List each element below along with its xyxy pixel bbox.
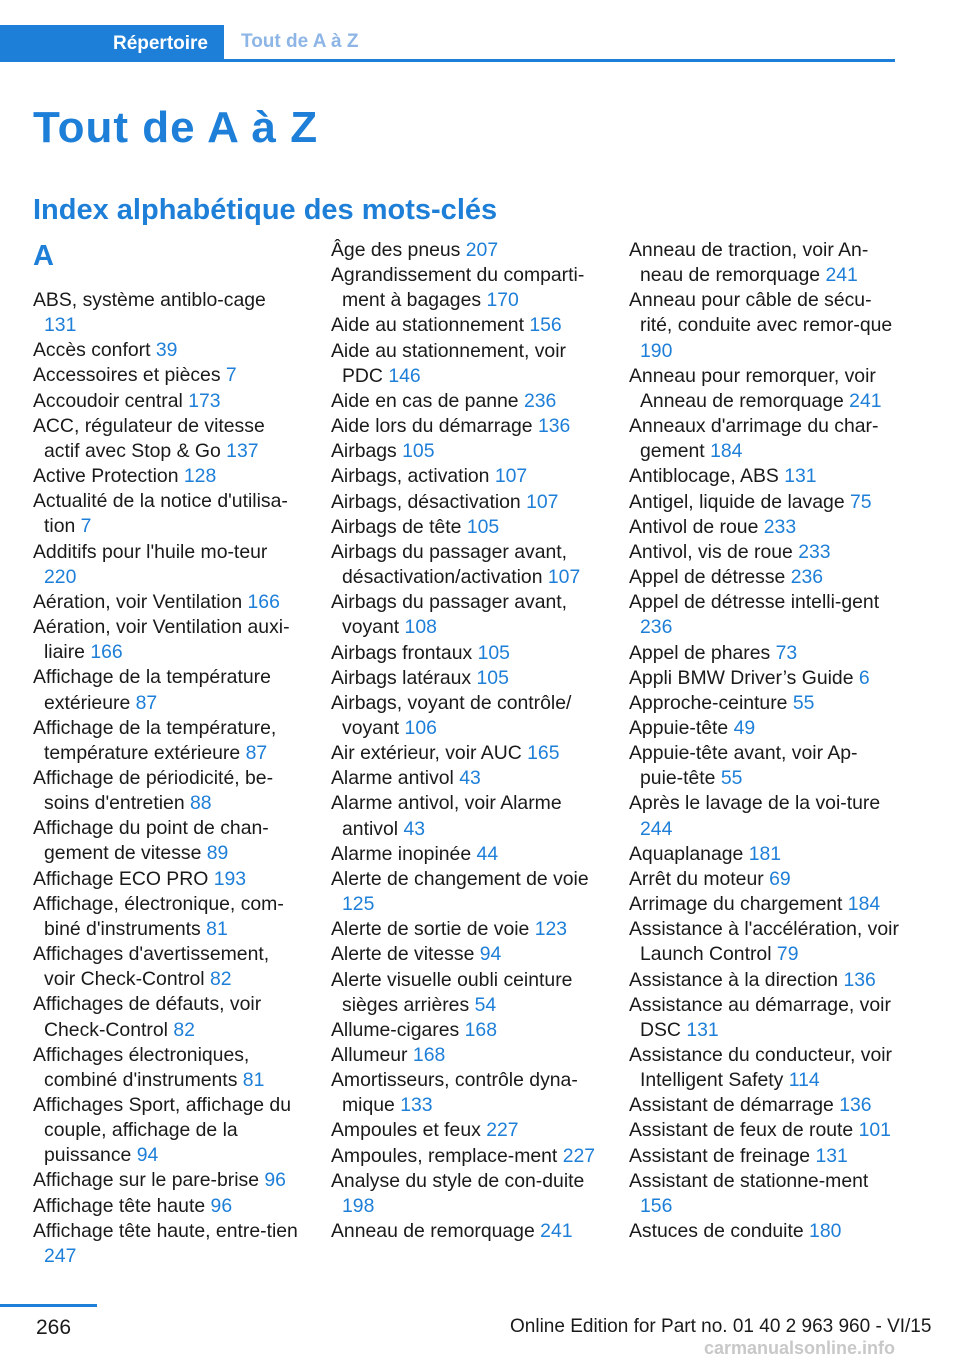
- index-entry: [33, 464, 303, 489]
- index-entry: [629, 1093, 899, 1118]
- index-term: Affichage sur le pare-brise: [33, 1169, 259, 1192]
- index-term: Ampoules, remplace‐ment: [331, 1144, 558, 1167]
- page-reference-link[interactable]: 89: [206, 842, 229, 865]
- index-entry: [331, 1043, 601, 1068]
- page-reference-link[interactable]: 7: [80, 515, 92, 538]
- index-entry: [629, 1118, 899, 1143]
- page-reference-link[interactable]: 114: [788, 1069, 820, 1092]
- page-reference-link[interactable]: 236: [790, 566, 824, 589]
- index-entry: [629, 515, 899, 540]
- page-reference-link[interactable]: 131: [44, 314, 77, 337]
- index-entry: [331, 666, 601, 691]
- index-entry: [629, 666, 899, 691]
- index-term: Appuie-tête: [629, 716, 729, 739]
- index-term: Arrimage du chargement: [629, 893, 843, 916]
- page-reference-link[interactable]: 55: [720, 767, 743, 790]
- index-term: Alarme antivol, voir Alarme antivol: [331, 792, 562, 840]
- page-reference-link[interactable]: 82: [209, 968, 232, 991]
- index-letter-heading: A: [33, 240, 54, 272]
- page-reference-link[interactable]: 123: [534, 918, 568, 941]
- index-entry: [331, 1068, 601, 1118]
- index-term: Anneau de traction, voir An‐neau de remorquage: [629, 239, 869, 287]
- index-entry: [33, 363, 303, 388]
- index-entry: [33, 1194, 303, 1219]
- page-reference-link[interactable]: 131: [784, 465, 817, 488]
- page-reference-link[interactable]: 7: [225, 364, 237, 387]
- page-reference-link[interactable]: 168: [464, 1018, 497, 1041]
- page-reference-link[interactable]: 94: [136, 1144, 159, 1167]
- index-entry: [33, 992, 303, 1042]
- index-term: Affichage de la température, température extérieure: [33, 716, 277, 764]
- index-term: Assistance du conducteur, voir Intelligent Safety: [629, 1044, 892, 1092]
- index-term: Aide au stationnement, voir PDC: [331, 339, 566, 387]
- page-reference-link[interactable]: 227: [562, 1144, 596, 1167]
- index-entry: [331, 238, 601, 263]
- tab-repertoire[interactable]: Répertoire: [0, 25, 224, 62]
- index-entry: [629, 490, 899, 515]
- page-reference-link[interactable]: 220: [44, 565, 77, 588]
- index-term: Alerte de changement de voie: [331, 867, 589, 890]
- page-reference-link[interactable]: 241: [849, 389, 882, 412]
- index-term: Airbags du passager avant, désactivation/activation: [331, 540, 568, 589]
- index-entry: [33, 766, 303, 816]
- page-reference-link[interactable]: 87: [245, 741, 268, 764]
- page-reference-link[interactable]: 101: [858, 1119, 891, 1142]
- index-entry: [331, 540, 601, 590]
- index-entry: [629, 641, 899, 666]
- index-term: Anneaux d'arrimage du char‐gement: [629, 415, 879, 463]
- page-reference-link[interactable]: 128: [183, 465, 217, 488]
- index-term: Affichage tête haute: [33, 1194, 206, 1217]
- page-reference-link[interactable]: 137: [226, 439, 259, 462]
- page-reference-link[interactable]: 105: [477, 641, 510, 664]
- index-term: Affichage de la température extérieure: [33, 666, 271, 714]
- index-entry: [629, 1043, 899, 1093]
- page-reference-link[interactable]: 82: [173, 1018, 195, 1041]
- page-reference-link[interactable]: 96: [210, 1194, 233, 1217]
- index-entry: [33, 665, 303, 715]
- index-entry: [331, 414, 601, 439]
- index-column-3: [629, 238, 899, 1244]
- index-term: Amortisseurs, contrôle dyna‐mique: [331, 1069, 578, 1117]
- page-reference-link[interactable]: 227: [486, 1119, 519, 1142]
- page-reference-link[interactable]: 190: [640, 339, 673, 362]
- index-term: Antigel, liquide de lavage: [629, 490, 845, 513]
- index-entry: [33, 716, 303, 766]
- index-term: Approche-ceinture: [629, 691, 788, 714]
- index-term: Air extérieur, voir AUC: [331, 742, 522, 765]
- index-entry: [629, 1219, 899, 1244]
- index-entry: [33, 590, 303, 615]
- index-entry: [33, 1093, 303, 1168]
- index-entry: [629, 892, 899, 917]
- index-term: Airbags du passager avant, voyant: [331, 591, 568, 639]
- index-entry: [33, 414, 303, 464]
- index-term: Airbags, voyant de contrôle/ voyant: [331, 691, 572, 739]
- index-term: Assistant de freinage: [629, 1144, 811, 1167]
- index-entry: [33, 867, 303, 892]
- index-term: Anneau pour câble de sécu‐rité, conduite avec remor‐que: [629, 289, 893, 337]
- page-reference-link[interactable]: 125: [342, 893, 375, 916]
- index-term: Aération, voir Ventilation: [33, 590, 243, 613]
- index-term: Alarme inopinée: [331, 842, 472, 865]
- index-term: Appuie-tête avant, voir Ap‐puie-tête: [629, 742, 858, 790]
- index-term: Assistance à la direction: [629, 968, 839, 991]
- page-reference-link[interactable]: 44: [476, 842, 499, 865]
- index-column-1: [33, 238, 303, 1269]
- index-entry: [629, 288, 899, 363]
- index-term: Accès confort: [33, 339, 151, 362]
- index-entry: [331, 439, 601, 464]
- page-reference-link[interactable]: 136: [843, 968, 876, 991]
- index-term: Alerte visuelle oubli ceinture sièges arrières: [331, 968, 573, 1016]
- page-reference-link[interactable]: 207: [465, 239, 499, 261]
- index-term: Airbags de tête: [331, 515, 462, 538]
- index-term: Affichage ECO PRO: [33, 867, 209, 890]
- index-entry: [629, 993, 899, 1043]
- page-reference-link[interactable]: 49: [733, 716, 756, 739]
- page-reference-link[interactable]: 156: [640, 1194, 673, 1217]
- index-entry: [331, 942, 601, 967]
- page-reference-link[interactable]: 173: [188, 389, 221, 412]
- page-reference-link[interactable]: 236: [523, 389, 557, 412]
- index-term: Antiblocage, ABS: [629, 465, 779, 488]
- page-reference-link[interactable]: 131: [686, 1018, 719, 1041]
- page-reference-link[interactable]: 87: [135, 691, 158, 714]
- page-reference-link[interactable]: 107: [547, 566, 581, 589]
- index-term: Assistance à l'accélération, voir Launch Control: [629, 918, 899, 966]
- index-entry: [629, 590, 899, 640]
- index-entry: [629, 540, 899, 565]
- page-title: Tout de A à Z: [33, 103, 319, 152]
- page-reference-link[interactable]: 131: [815, 1144, 848, 1167]
- index-term: Active Protection: [33, 465, 179, 488]
- index-entry: [33, 1219, 303, 1269]
- page-reference-link[interactable]: 106: [404, 716, 437, 739]
- index-term: Affichages électroniques, combiné d'instruments: [33, 1043, 250, 1091]
- page-reference-link[interactable]: 69: [769, 867, 791, 890]
- index-entry: [33, 615, 303, 665]
- index-term: Assistant de démarrage: [629, 1094, 834, 1117]
- page-reference-link[interactable]: 96: [264, 1169, 286, 1192]
- page-reference-link[interactable]: 166: [247, 590, 280, 613]
- index-entry: [629, 917, 899, 967]
- index-term: Anneau pour remorquer, voir Anneau de remorquage: [629, 364, 876, 412]
- index-term: Affichage de périodicité, be‐soins d'entretien: [33, 766, 274, 815]
- index-entry: [629, 867, 899, 892]
- index-entry: [331, 641, 601, 666]
- page-reference-link[interactable]: 181: [748, 842, 782, 865]
- index-entry: [629, 565, 899, 590]
- edition-note: Online Edition for Part no. 01 40 2 963 960 - VI/15: [510, 1316, 932, 1337]
- page-reference-link[interactable]: 156: [529, 314, 562, 337]
- index-entry: [331, 741, 601, 766]
- index-entry: [629, 464, 899, 489]
- page-reference-link[interactable]: 81: [242, 1068, 265, 1091]
- index-term: Assistant de stationne‐ment: [629, 1169, 869, 1192]
- page-reference-link[interactable]: 107: [494, 465, 528, 488]
- index-term: Astuces de conduite: [629, 1220, 804, 1243]
- index-term: Alerte de sortie de voie: [331, 918, 530, 941]
- index-term: Appli BMW Driver’s Guide: [629, 666, 854, 689]
- index-entry: [331, 515, 601, 540]
- index-entry: [33, 892, 303, 942]
- index-entry: [331, 1169, 601, 1219]
- page-reference-link[interactable]: 146: [388, 364, 421, 387]
- page-reference-link[interactable]: 198: [342, 1194, 375, 1217]
- index-term: Accoudoir central: [33, 389, 183, 412]
- index-term: Airbags frontaux: [331, 641, 473, 664]
- index-entry: [331, 968, 601, 1018]
- index-entry: [33, 338, 303, 363]
- page-reference-link[interactable]: 133: [400, 1094, 433, 1117]
- index-term: Aquaplanage: [629, 842, 744, 865]
- page-reference-link[interactable]: 55: [792, 691, 815, 714]
- page-reference-link[interactable]: 233: [763, 515, 797, 538]
- page-reference-link[interactable]: 94: [479, 943, 502, 966]
- page-reference-link[interactable]: 88: [190, 792, 212, 815]
- footer-rule: [0, 1304, 97, 1307]
- index-entry: [33, 288, 303, 338]
- index-term: Assistant de feux de route: [629, 1119, 854, 1142]
- index-term: Airbags latéraux: [331, 666, 472, 689]
- index-entry: [331, 1118, 601, 1143]
- index-entry: [331, 313, 601, 338]
- page-number: 266: [36, 1316, 72, 1339]
- page-reference-link[interactable]: 184: [710, 440, 743, 463]
- index-entry: [629, 968, 899, 993]
- index-entry: [33, 1168, 303, 1193]
- index-entry: [331, 1018, 601, 1043]
- page-reference-link[interactable]: 79: [776, 943, 799, 966]
- page-reference-link[interactable]: 233: [798, 540, 831, 563]
- index-term: Ampoules et feux: [331, 1119, 481, 1142]
- index-entry: [629, 1144, 899, 1169]
- index-entry: [331, 389, 601, 414]
- index-term: Antivol de roue: [629, 515, 759, 538]
- index-entry: [331, 339, 601, 389]
- index-term: Airbags, désactivation: [331, 490, 521, 513]
- page-reference-link[interactable]: 105: [476, 666, 509, 689]
- index-term: Appel de détresse: [629, 566, 786, 589]
- page-reference-link[interactable]: 166: [90, 641, 123, 664]
- page-reference-link[interactable]: 184: [847, 893, 881, 916]
- index-entry: [331, 842, 601, 867]
- index-column-2: [331, 238, 601, 1244]
- index-term: Analyse du style de con‐duite: [331, 1169, 585, 1192]
- page-reference-link[interactable]: 193: [213, 867, 247, 890]
- index-term: Affichage du point de chan‐gement de vitesse: [33, 817, 269, 865]
- index-term: Allume-cigares: [331, 1018, 460, 1041]
- index-entry: [33, 942, 303, 992]
- page-reference-link[interactable]: 43: [403, 817, 426, 840]
- index-term: Aération, voir Ventilation auxi‐liaire: [33, 616, 290, 664]
- watermark: carmanualsonline.info: [704, 1338, 896, 1358]
- page-reference-link[interactable]: 165: [527, 742, 560, 765]
- index-term: Antivol, vis de roue: [629, 540, 793, 563]
- index-entry: [331, 766, 601, 791]
- page-reference-link[interactable]: 236: [640, 616, 673, 639]
- index-term: Assistance au démarrage, voir DSC: [629, 993, 891, 1041]
- page-subtitle: Index alphabétique des mots-clés: [33, 194, 498, 226]
- page-reference-link[interactable]: 6: [858, 666, 870, 689]
- page-reference-link[interactable]: 244: [640, 817, 673, 840]
- index-term: Alerte de vitesse: [331, 943, 475, 966]
- index-term: Âge des pneus: [331, 239, 461, 261]
- index-term: Actualité de la notice d'utilisa‐tion: [33, 490, 288, 538]
- index-entry: [629, 716, 899, 741]
- index-entry: [331, 791, 601, 841]
- index-entry: [331, 917, 601, 942]
- index-entry: [331, 464, 601, 489]
- index-term: Affichages d'avertissement, voir Check-Control: [33, 943, 270, 991]
- index-term: Appel de phares: [629, 641, 771, 664]
- page-reference-link[interactable]: 136: [537, 415, 571, 438]
- page-reference-link[interactable]: 170: [486, 289, 519, 312]
- index-term: Airbags: [331, 440, 397, 463]
- index-entry: [331, 1219, 601, 1244]
- page-reference-link[interactable]: 43: [459, 767, 481, 790]
- index-entry: [629, 238, 899, 288]
- index-entry: [629, 791, 899, 841]
- index-term: Aide lors du démarrage: [331, 415, 533, 438]
- index-entry: [33, 489, 303, 539]
- page-reference-link[interactable]: 105: [466, 515, 500, 538]
- page-reference-link[interactable]: 168: [412, 1044, 446, 1066]
- page-reference-link[interactable]: 136: [839, 1094, 872, 1117]
- index-entry: [629, 691, 899, 716]
- index-entry: [331, 263, 601, 313]
- index-entry: [33, 540, 303, 590]
- index-term: Agrandissement du comparti‐ment à bagages: [331, 264, 585, 312]
- index-term: Après le lavage de la voi‐ture: [629, 792, 881, 815]
- index-term: Alarme antivol: [331, 767, 454, 790]
- index-term: Accessoires et pièces: [33, 364, 221, 387]
- index-entry: [331, 691, 601, 741]
- index-term: ABS, système antiblo‐cage: [33, 289, 266, 311]
- index-term: Aide en cas de panne: [331, 389, 519, 412]
- index-entry: [629, 741, 899, 791]
- index-term: Airbags, activation: [331, 465, 490, 488]
- page-reference-link[interactable]: 105: [402, 440, 435, 463]
- index-term: Appel de détresse intelli‐gent: [629, 591, 880, 614]
- index-term: Affichage, électronique, com‐biné d'instruments: [33, 892, 284, 940]
- page-reference-link[interactable]: 81: [206, 917, 228, 940]
- index-entry: [629, 364, 899, 414]
- page-reference-link[interactable]: 107: [526, 490, 559, 513]
- page-reference-link[interactable]: 247: [44, 1244, 77, 1267]
- index-term: Aide au stationnement: [331, 314, 524, 337]
- page-reference-link[interactable]: 241: [825, 264, 858, 287]
- index-term: ACC, régulateur de vitesse actif avec Stop & Go: [33, 414, 265, 462]
- index-term: Additifs pour l'huile mo‐teur: [33, 540, 268, 563]
- index-entry: [33, 816, 303, 866]
- index-entry: [629, 1169, 899, 1219]
- index-entry: [331, 590, 601, 640]
- index-entry: [33, 389, 303, 414]
- index-entry: [629, 414, 899, 464]
- page-reference-link[interactable]: 180: [809, 1220, 842, 1243]
- page-reference-link[interactable]: 75: [850, 490, 872, 513]
- index-term: Arrêt du moteur: [629, 867, 764, 890]
- page-reference-link[interactable]: 54: [474, 993, 497, 1016]
- index-term: Affichages Sport, affichage du couple, affichage de la puissance: [33, 1094, 292, 1167]
- index-term: Affichage tête haute, entre‐tien: [33, 1219, 298, 1242]
- page-reference-link[interactable]: 241: [540, 1220, 573, 1243]
- page-reference-link[interactable]: 108: [404, 616, 437, 639]
- index-entry: [331, 867, 601, 917]
- index-term: Affichages de défauts, voir Check-Control: [33, 993, 262, 1041]
- page-reference-link[interactable]: 39: [155, 339, 178, 362]
- index-term: Allumeur: [331, 1044, 408, 1066]
- index-entry: [331, 490, 601, 515]
- index-entry: [33, 1043, 303, 1093]
- index-term: Anneau de remorquage: [331, 1220, 535, 1243]
- index-entry: [629, 842, 899, 867]
- index-entry: [331, 1144, 601, 1169]
- page-reference-link[interactable]: 73: [775, 641, 798, 664]
- tab-tout-de-a-a-z[interactable]: Tout de A à Z: [241, 31, 359, 52]
